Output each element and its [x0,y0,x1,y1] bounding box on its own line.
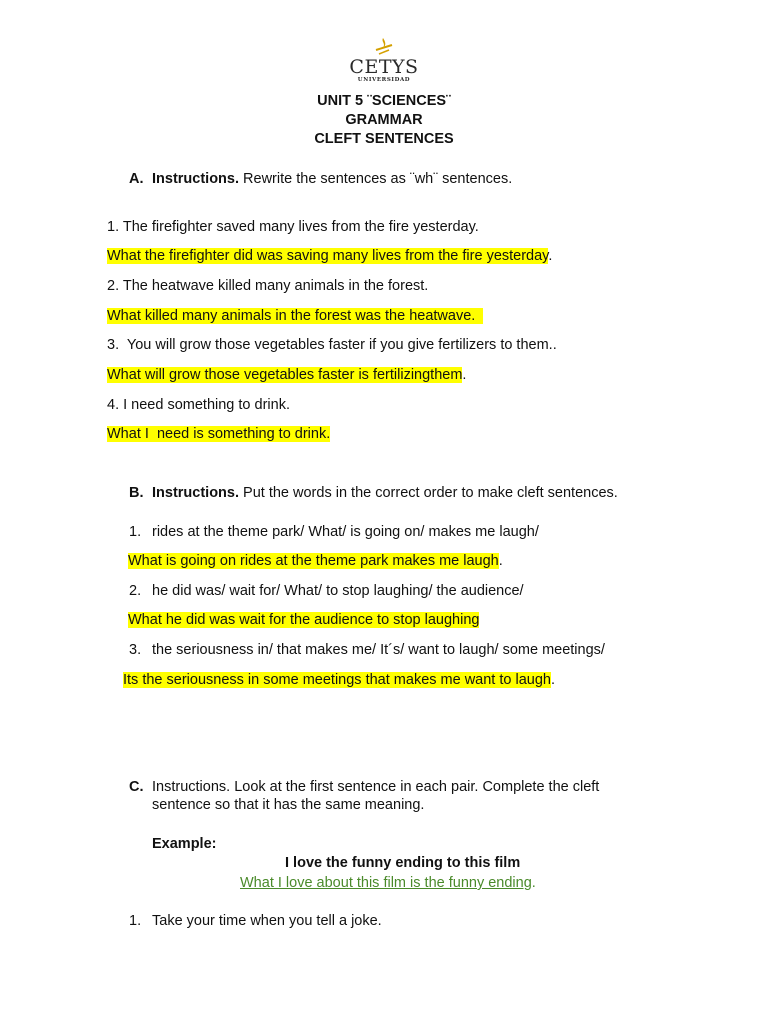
section-a-instructions [152,170,512,188]
answer-highlight: What will grow those vegetables faster is fertilizingthem [107,367,463,383]
answer-highlight: What is going on rides at the theme park makes me laugh [128,553,499,569]
section-c-num-1: 1. [129,913,142,929]
unit-title: UNIT 5 ¨SCIENCES¨ [317,93,451,109]
section-a-question-3: 3. You will grow those vegetables faster if you give fertilizers to them.. [107,337,557,353]
cetys-logo [344,36,424,88]
section-c-instructions-line-2: sentence so that it has the same meaning. [152,797,425,813]
section-a-instructions-text: Rewrite the sentences as ¨wh¨ sentences. [239,171,513,187]
section-a-letter: A. [129,171,144,187]
answer-highlight: What killed many animals in the forest was the heatwave. [107,308,484,324]
section-b-letter: B. [129,485,144,501]
section-b-question-3: the seriousness in/ that makes me/ It´s/ want to laugh/ some meetings/ [152,642,605,658]
answer-suffix: . [498,553,503,569]
section-b-num-3: 3. [129,642,142,658]
section-a-answer-2 [107,307,483,325]
answer-suffix: . [548,248,553,264]
answer-highlight: What he did was wait for the audience to stop laughing [128,612,480,628]
section-a-answer-4 [107,425,330,443]
section-b-question-1: rides at the theme park/ What/ is going on/ makes me laugh/ [152,524,539,540]
section-b-num-1: 1. [129,524,142,540]
example-label: Example: [152,836,217,852]
section-c-question-1: Take your time when you tell a joke. [152,913,382,929]
section-b-answer-3 [123,671,555,689]
section-b-answer-1 [128,552,503,570]
answer-highlight: What I need is something to drink. [107,426,331,442]
section-a-instructions-label: Instructions. [152,171,240,187]
example-answer-suffix: . [531,875,536,891]
section-b-num-2: 2. [129,583,142,599]
torch-flame-icon [372,36,396,58]
section-c-instructions-line-1: Instructions. Look at the first sentence in each pair. Complete the cleft [152,779,600,795]
cleft-sentences-title: CLEFT SENTENCES [314,131,454,147]
section-a-question-1: 1. The firefighter saved many lives from the fire yesterday. [107,219,479,235]
section-c-letter: C. [129,779,144,795]
section-b-question-2: he did was/ wait for/ What/ to stop laughing/ the audience/ [152,583,524,599]
logo-name: CETYS [349,56,419,78]
section-b-instructions-label: Instructions. [152,485,240,501]
answer-highlight: Its the seriousness in some meetings that makes me want to laugh [123,672,551,688]
answer-suffix: . [550,672,555,688]
answer-suffix: . [462,367,467,383]
example-answer [240,874,536,892]
section-b-answer-2 [128,611,479,629]
section-a-answer-3 [107,366,466,384]
section-b-instructions-text: Put the words in the correct order to make cleft sentences. [239,485,618,501]
example-answer-text: What I love about this film is the funny ending [240,875,532,891]
logo-subtitle: UNIVERSIDAD [357,77,411,83]
section-a-question-4: 4. I need something to drink. [107,397,290,413]
example-sentence: I love the funny ending to this film [285,855,521,871]
section-a-answer-1 [107,247,552,265]
grammar-title: GRAMMAR [345,112,423,128]
answer-highlight: What the firefighter did was saving many lives from the fire yesterday [107,248,549,264]
section-a-question-2: 2. The heatwave killed many animals in the forest. [107,278,429,294]
section-b-instructions [152,484,618,502]
